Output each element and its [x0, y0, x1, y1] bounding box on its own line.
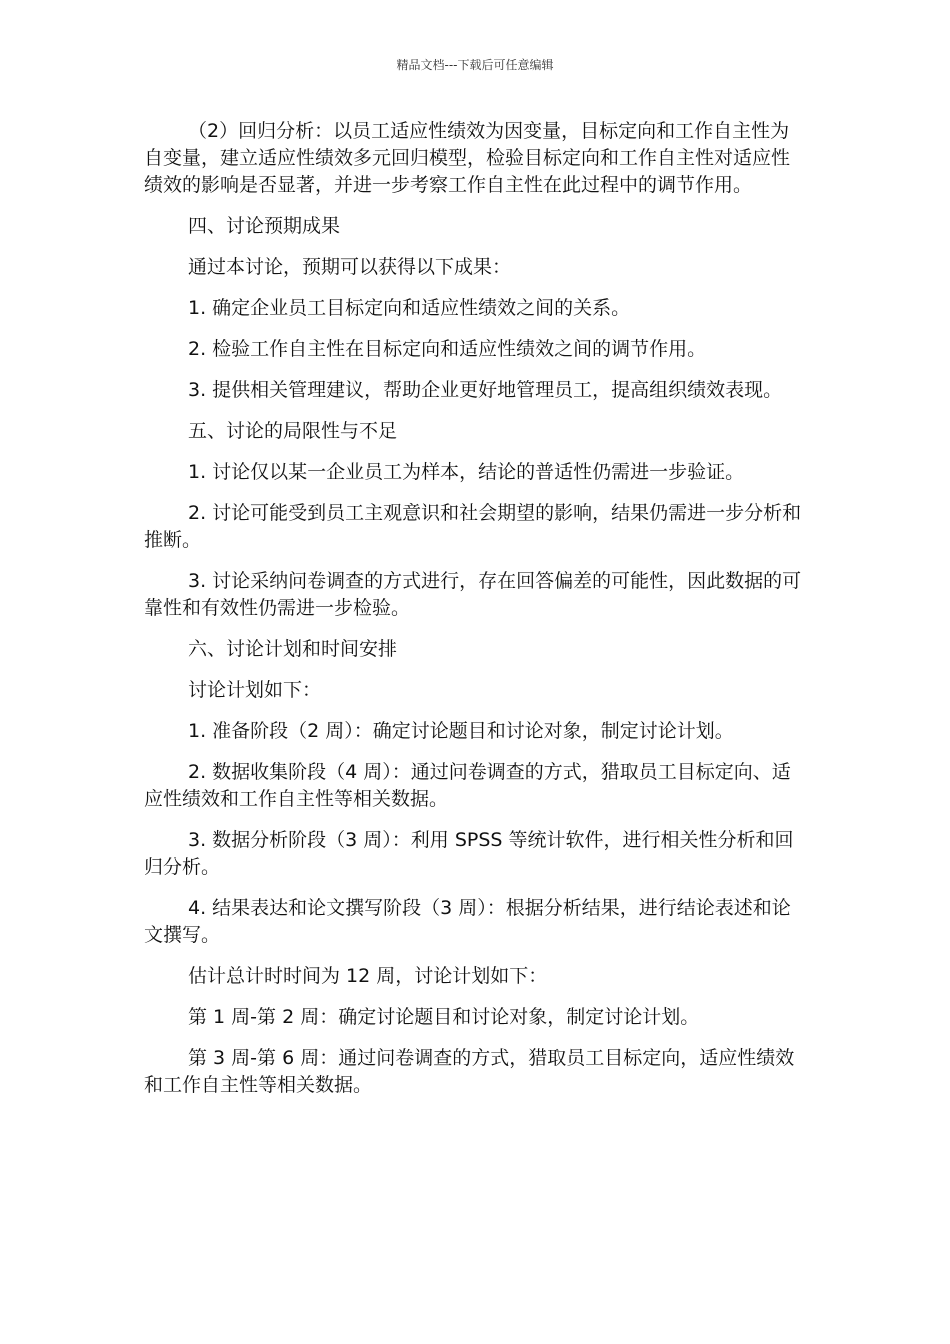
- list-item: 1. 确定企业员工目标定向和适应性绩效之间的关系。: [188, 297, 631, 319]
- schedule-item: 第 1 周-第 2 周：确定讨论题目和讨论对象，制定讨论计划。: [188, 1006, 700, 1028]
- list-item: 2. 讨论可能受到员工主观意识和社会期望的影响，结果仍需进一步分析和推断。: [144, 502, 802, 551]
- list-item: 3. 数据分析阶段（3 周）：利用 SPSS 等统计软件，进行相关性分析和回归分析。: [144, 829, 794, 878]
- list-item: 3. 提供相关管理建议，帮助企业更好地管理员工，提高组织绩效表现。: [188, 379, 783, 401]
- section-heading: 四、讨论预期成果: [188, 215, 341, 237]
- list-item: 1. 讨论仅以某一企业员工为样本，结论的普适性仍需进一步验证。: [188, 461, 745, 483]
- section-heading: 六、讨论计划和时间安排: [188, 638, 398, 660]
- paragraph: 估计总计时时间为 12 周，讨论计划如下：: [188, 965, 548, 987]
- paragraph: （2）回归分析：以员工适应性绩效为因变量，目标定向和工作自主性为自变量，建立适应性绩效多元回归模型，检验目标定向和工作自主性对适应性绩效的影响是否显著，并进一步考察工作自主性在此过程中的调节作用。: [144, 120, 791, 196]
- list-item: 3. 讨论采纳问卷调查的方式进行，存在回答偏差的可能性，因此数据的可靠性和有效性仍需进一步检验。: [144, 570, 802, 619]
- section-heading: 五、讨论的局限性与不足: [188, 420, 398, 442]
- page-header: 精品文档---下载后可任意编辑: [396, 58, 554, 72]
- document-body: [144, 118, 808, 1113]
- list-item: 4. 结果表达和论文撰写阶段（3 周）：根据分析结果，进行结论表述和论文撰写。: [144, 897, 791, 946]
- list-item: 2. 检验工作自主性在目标定向和适应性绩效之间的调节作用。: [188, 338, 707, 360]
- paragraph: 通过本讨论，预期可以获得以下成果：: [188, 256, 512, 278]
- paragraph: 讨论计划如下：: [188, 679, 322, 701]
- schedule-item: 第 3 周-第 6 周：通过问卷调查的方式，猎取员工目标定向，适应性绩效和工作自主性等相关数据。: [144, 1047, 795, 1096]
- list-item: 2. 数据收集阶段（4 周）：通过问卷调查的方式，猎取员工目标定向、适应性绩效和工作自主性等相关数据。: [144, 761, 791, 810]
- list-item: 1. 准备阶段（2 周）：确定讨论题目和讨论对象，制定讨论计划。: [188, 720, 734, 742]
